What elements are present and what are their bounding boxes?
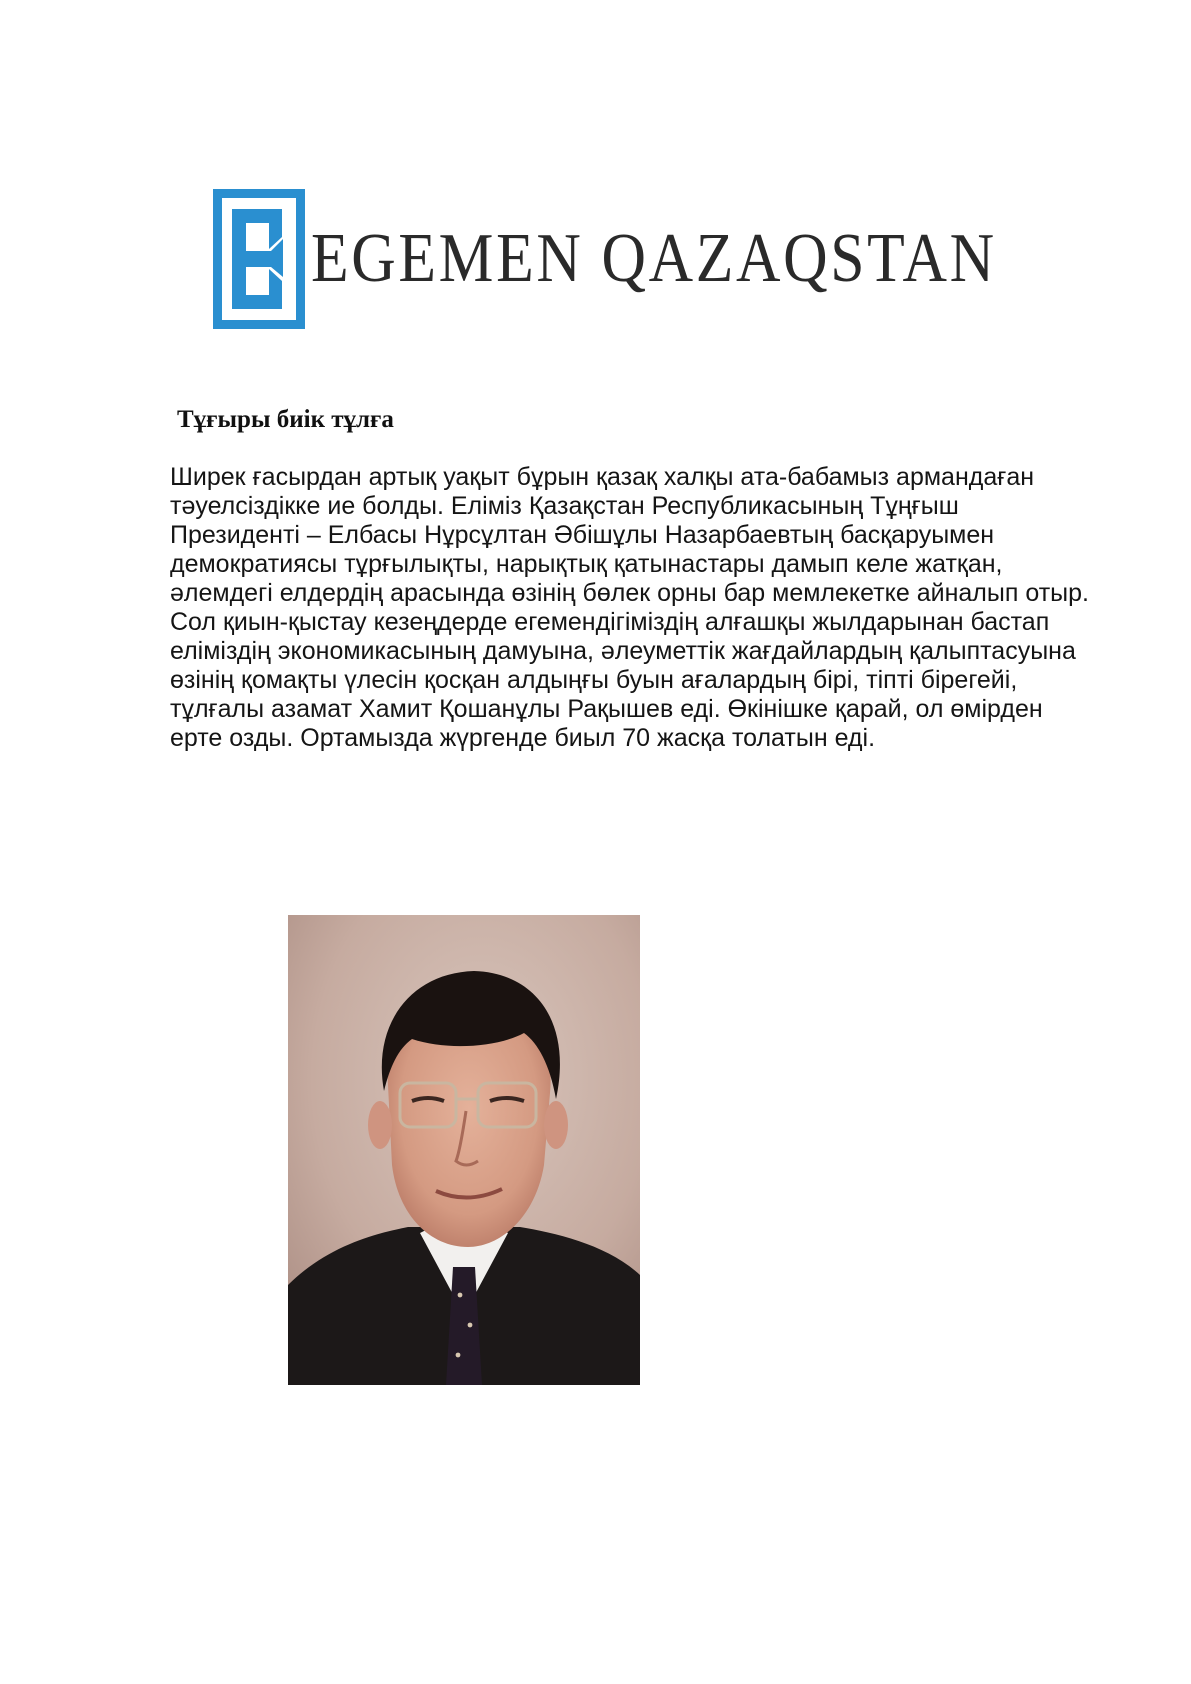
article-line: өзінің қомақты үлесін қосқан алдыңғы буын ағалардың бірі, тіпті бірегейі, [170,666,1018,694]
article-line: ерте озды. Ортамызда жүргенде биыл 70 жасқа толатын еді. [170,724,876,752]
article-body [170,463,1130,753]
article-line: Ширек ғасырдан артық уақыт бұрын қазақ халқы ата-бабамыз армандаған [170,463,1035,491]
masthead-logo [213,189,997,329]
article-line: демократиясы тұрғылықты, нарықтық қатынастары дамып келе жатқан, [170,550,1003,578]
article-line: тәуелсіздікке ие болды. Еліміз Қазақстан Республикасының Тұңғыш [170,492,959,520]
portrait-photo [288,915,640,1385]
article-line: тұлғалы азамат Хамит Қошанұлы Рақышев еді. Өкінішке қарай, ол өмірден [170,695,1043,723]
article-line: Президенті – Елбасы Нұрсұлтан Әбішұлы Назарбаевтың басқаруымен [170,521,995,549]
article-line: әлемдегі елдердің арасында өзінің бөлек орны бар мемлекетке айналып отыр. [170,579,1089,607]
article-line: Сол қиын-қыстау кезеңдерде егемендігіміздің алғашқы жылдарынан бастап [170,608,1050,636]
masthead-title: EGEMEN QAZAQSTAN [311,220,997,297]
egemen-logo-icon [213,189,305,329]
article-line: еліміздің экономикасының дамуына, әлеуметтік жағдайлардың қалыптасуына [170,637,1076,665]
article-title: Тұғыры биік тұлға [177,406,394,433]
